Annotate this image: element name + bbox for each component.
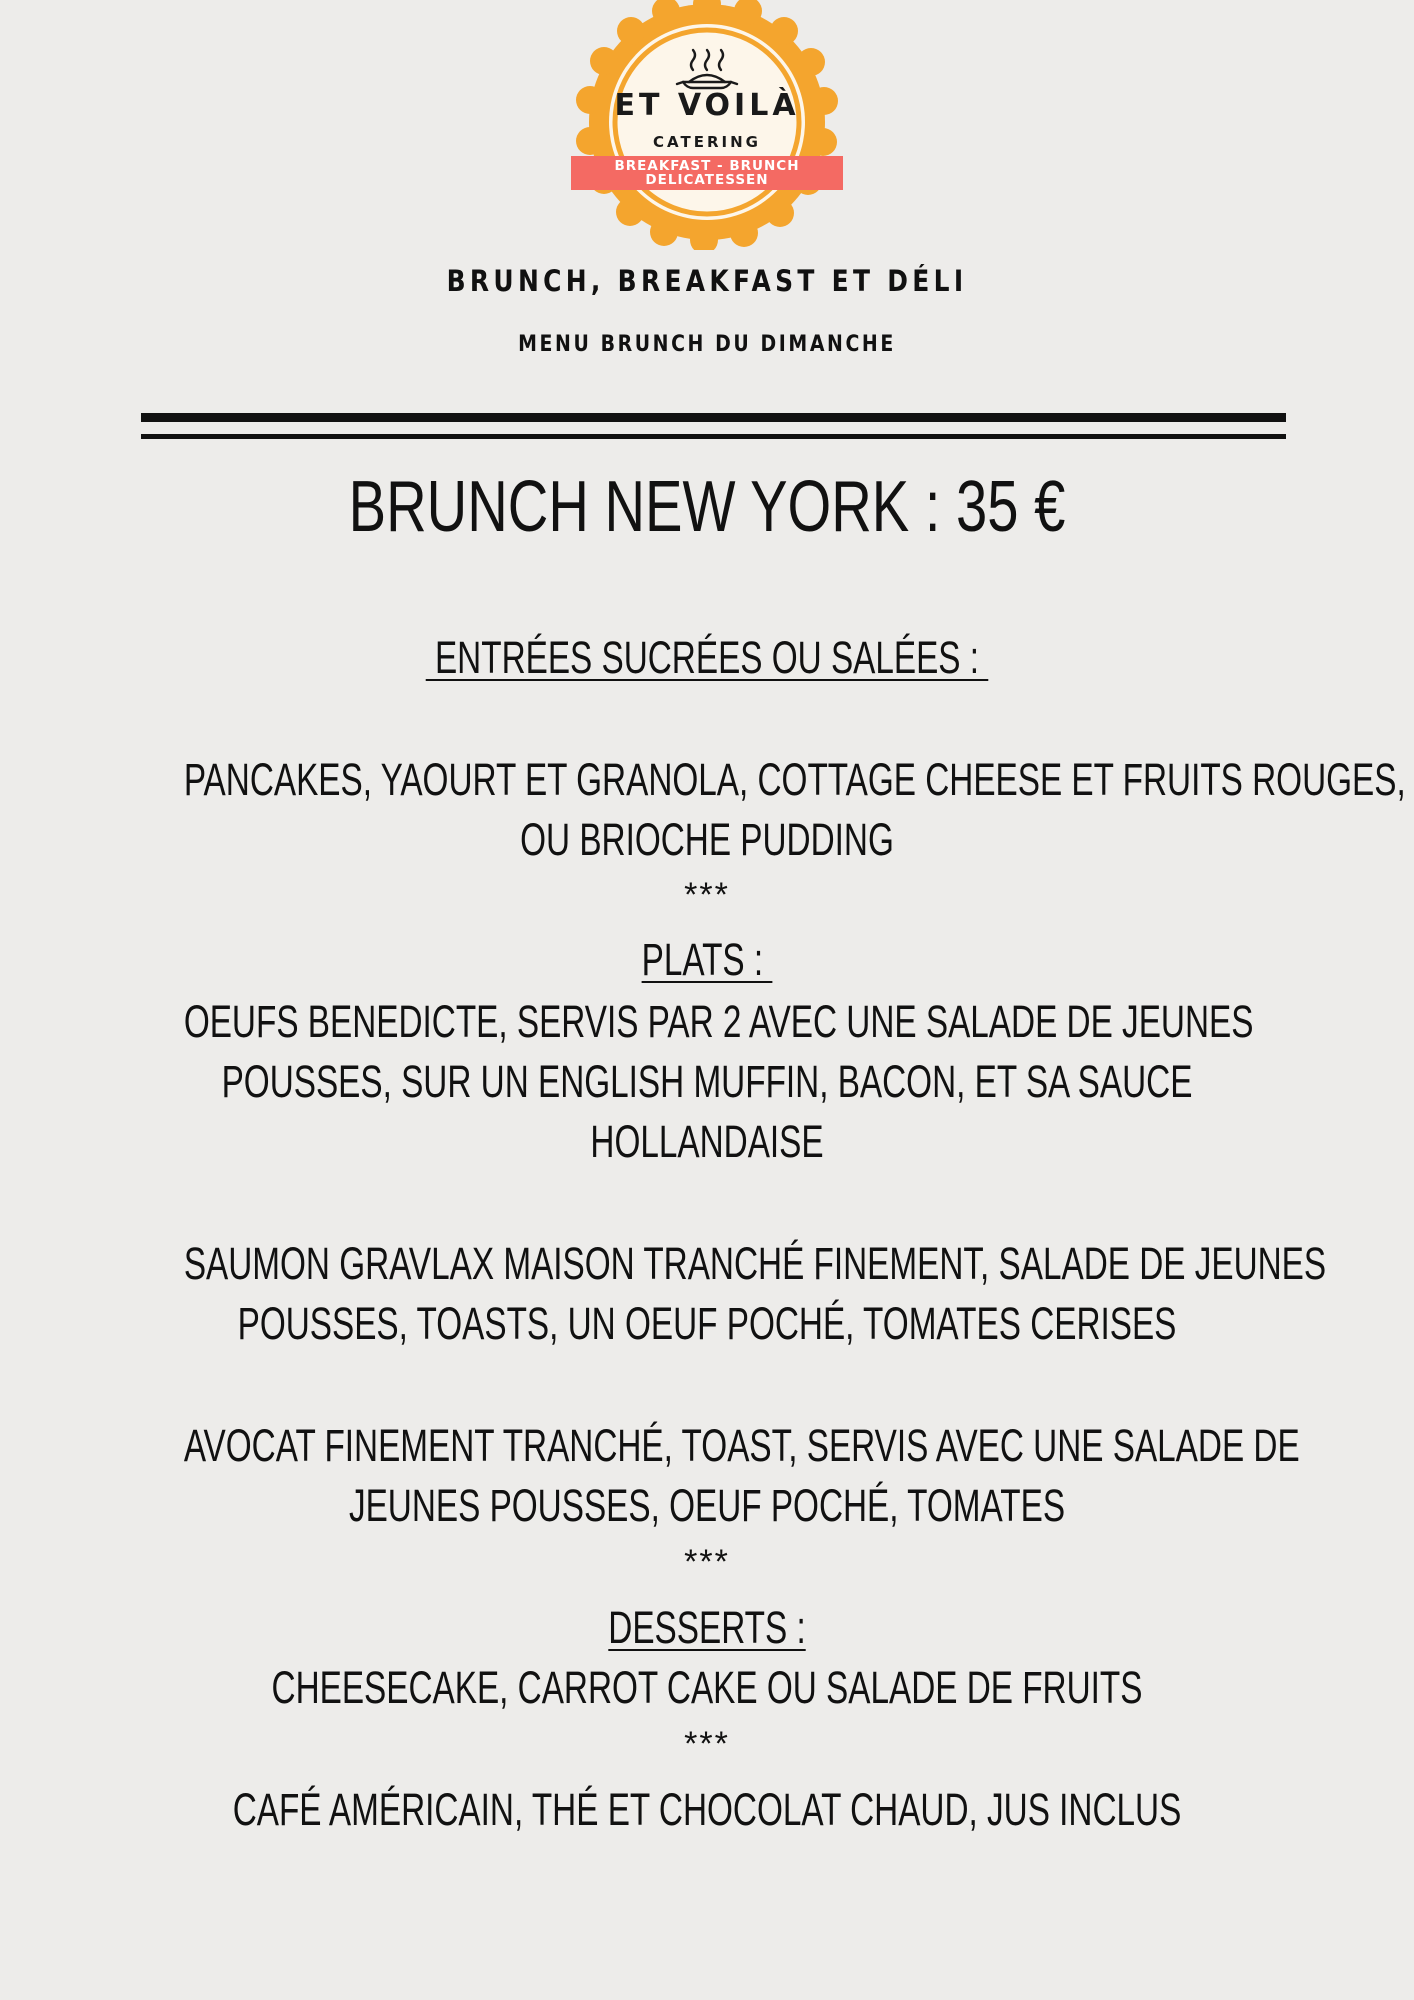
tagline: BRUNCH, BREAKFAST ET DÉLI: [446, 264, 968, 298]
ribbon-line2: DELICATESSEN: [645, 172, 769, 188]
divider-thin: [141, 434, 1286, 439]
plats-heading: PLATS :: [641, 934, 773, 985]
menu-subtitle: MENU BRUNCH DU DIMANCHE: [518, 332, 896, 357]
entrees-items: [183, 750, 1406, 870]
separator: ***: [684, 1543, 730, 1581]
dish-line: JEUNES POUSSES, OEUF POCHÉ, TOMATES: [348, 1480, 1066, 1531]
brand-name: ET VOILÀ: [614, 88, 800, 123]
dish-salmon-gravlax: [183, 1234, 1327, 1354]
dish-line: AVOCAT FINEMENT TRANCHÉ, TOAST, SERVIS AVEC UNE SALADE DE: [183, 1420, 1300, 1471]
entrees-line: OU BRIOCHE PUDDING: [520, 814, 894, 865]
separator: ***: [684, 876, 730, 914]
dish-line: HOLLANDAISE: [590, 1116, 824, 1167]
desserts-section: [184, 1598, 1230, 1658]
entrees-heading: ENTRÉES SUCRÉES OU SALÉES :: [425, 632, 989, 683]
dish-line: POUSSES, SUR UN ENGLISH MUFFIN, BACON, ET SA SAUCE: [221, 1056, 1193, 1107]
drinks-line: [184, 1780, 1230, 1840]
badge-scallop-ring: [576, 0, 838, 250]
plats-section: [184, 930, 1230, 990]
dish-line: OEUFS BENEDICTE, SERVIS PAR 2 AVEC UNE SALADE DE JEUNES: [183, 996, 1254, 1047]
entrees-line: PANCAKES, YAOURT ET GRANOLA, COTTAGE CHEESE ET FRUITS ROUGES,: [183, 754, 1406, 805]
logo-badge: [571, 0, 843, 250]
divider-thick: [141, 413, 1286, 422]
drinks-text: CAFÉ AMÉRICAIN, THÉ ET CHOCOLAT CHAUD, JUS INCLUS: [232, 1784, 1182, 1835]
ribbon-line1: BREAKFAST - BRUNCH: [614, 158, 800, 174]
menu-title: BRUNCH NEW YORK : 35 €: [348, 467, 1066, 547]
dish-avocado-toast: [183, 1416, 1300, 1536]
dish-line: SAUMON GRAVLAX MAISON TRANCHÉ FINEMENT, SALADE DE JEUNES: [183, 1238, 1327, 1289]
entrees-section: [184, 628, 1230, 688]
dish-eggs-benedict: [183, 992, 1254, 1172]
desserts-heading: DESSERTS :: [608, 1602, 806, 1653]
desserts-line: CHEESECAKE, CARROT CAKE OU SALADE DE FRUITS: [271, 1662, 1143, 1713]
desserts-items: [184, 1658, 1230, 1718]
dish-line: POUSSES, TOASTS, UN OEUF POCHÉ, TOMATES CERISES: [237, 1298, 1177, 1349]
brand-sub: CATERING: [653, 133, 761, 151]
separator: ***: [684, 1725, 730, 1763]
